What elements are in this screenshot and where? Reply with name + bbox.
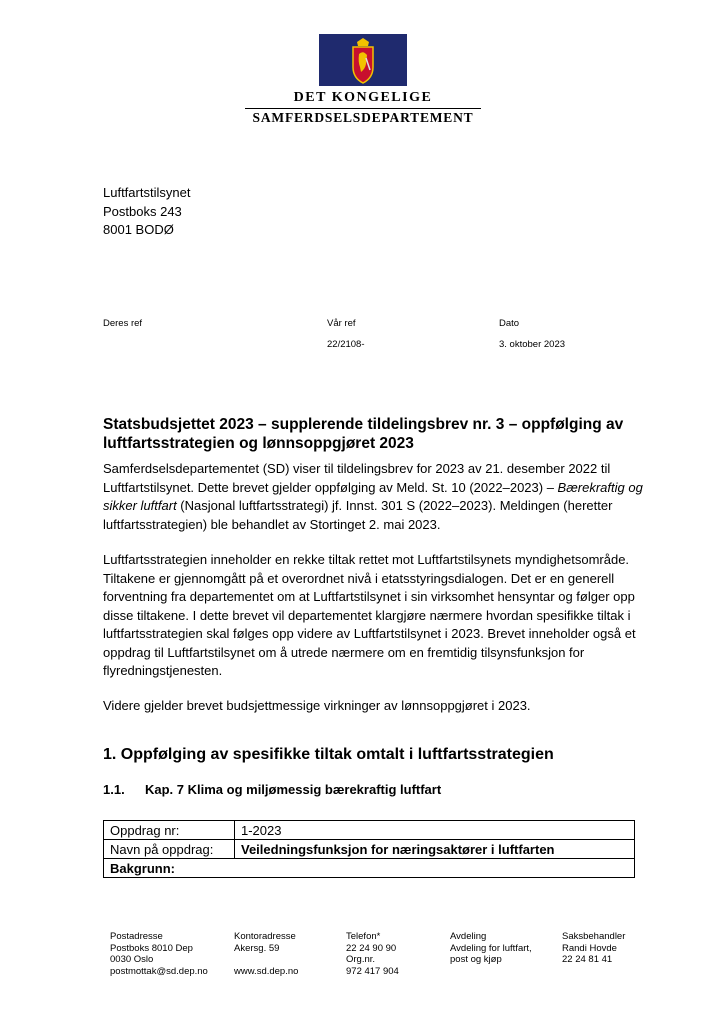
footer-heading: Kontoradresse [234, 931, 296, 942]
section-1-heading: 1. Oppfølging av spesifikke tiltak omtalt i luftfartsstrategien [103, 746, 554, 763]
footer-phone [346, 931, 399, 977]
logo-line-1: DET KONGELIGE [293, 90, 433, 105]
date [499, 318, 565, 350]
footer-heading: Saksbehandler [562, 931, 626, 942]
footer-heading: Postadresse [110, 931, 163, 942]
footer-line: Randi Hovde [562, 942, 617, 954]
footer-website-link[interactable]: www.sd.dep.no [234, 965, 299, 977]
footer-email-link[interactable]: postmottak@sd.dep.no [110, 965, 208, 977]
var-ref-value: 22/2108- [327, 339, 365, 350]
date-value: 3. oktober 2023 [499, 339, 566, 350]
footer-line: post og kjøp [450, 954, 502, 965]
recipient-postbox: Postboks 243 [103, 203, 182, 219]
paragraph-2: Luftfartsstrategien inneholder en rekke tiltak rettet mot Luftfartstilsynets myndighetsområde. Tiltakene er gjennomgått på et overordnet nivå i etatsstyringsdialogen. Det er en generell forventning fra departementet om at Luftfartstilsynet i sin virksomhet hensyntar og følger opp disse tiltakene. I dette brevet vil departementet klargjøre nærmere hvordan spesifikke tiltak i luftfartsstrategien skal følges opp videre av Luftfartstilsynet i 2023. Brevet inneholder også et oppdrag til Luftfartstilsynet om å utrede nærmere om en fremtidig tilsynsfunksjon for flyredningstjenesten. [103, 552, 636, 678]
assignment-number-label: Oppdrag nr: [104, 821, 235, 840]
table-row [104, 859, 635, 878]
footer-case-officer [562, 931, 625, 966]
footer-office-address [234, 931, 298, 977]
deres-ref [103, 318, 142, 329]
ministry-logo [245, 34, 481, 126]
logo-divider [245, 108, 481, 109]
var-ref [327, 318, 365, 350]
coat-of-arms-icon [319, 34, 407, 86]
footer-line: Avdeling for luftfart, [450, 942, 532, 954]
footer-line: 22 24 81 41 [562, 954, 613, 965]
paragraph-1-part-b: (Nasjonal luftfartsstrategi) jf. Innst. 301 S (2022–2023). Meldingen (heretter luftfartsstrategien) ble behandlet av Stortinget 2. mai 2023. [103, 498, 613, 532]
footer-line: 0030 Oslo [110, 954, 154, 965]
date-label: Dato [499, 318, 520, 329]
footer-department [450, 931, 532, 966]
background-label: Bakgrunn: [104, 859, 635, 878]
paragraph-3: Videre gjelder brevet budsjettmessige virkninger av lønnsoppgjøret i 2023. [103, 698, 531, 713]
footer-line: Akersg. 59 [234, 942, 280, 954]
assignment-table [103, 820, 635, 878]
assignment-name-label: Navn på oppdrag: [104, 840, 235, 859]
recipient-address [103, 184, 190, 240]
footer-line: 22 24 90 90 [346, 942, 397, 954]
section-1-1-title: Kap. 7 Klima og miljømessig bærekraftig luftfart [145, 782, 442, 797]
footer-line: Postboks 8010 Dep [110, 942, 193, 954]
table-row [104, 821, 635, 840]
recipient-name: Luftfartstilsynet [103, 185, 191, 200]
footer-heading: Avdeling [450, 931, 487, 942]
var-ref-label: Vår ref [327, 318, 356, 329]
logo-line-2: SAMFERDSELSDEPARTEMENT [252, 110, 474, 125]
paragraph-1-emphasis: Bærekraftig og sikker luftfart [103, 479, 643, 513]
assignment-name-value: Veiledningsfunksjon for næringsaktører i luftfarten [235, 840, 635, 859]
paragraph-1 [103, 460, 655, 534]
assignment-number-value: 1-2023 [235, 821, 635, 840]
deres-ref-label: Deres ref [103, 318, 143, 329]
footer-spacer [234, 954, 298, 966]
paragraph-1-part-a: Samferdselsdepartementet (SD) viser til tildelingsbrev for 2023 av 21. desember 2022 til Luftfartstilsynet. Dette brevet gjelder oppfølging av Meld. St. 10 (2022–2023) – [103, 461, 611, 495]
letter-title: Statsbudsjettet 2023 – supplerende tildelingsbrev nr. 3 – oppfølging av luftfartsstrategien og lønnsoppgjøret 2023 [103, 416, 624, 452]
footer-line: 972 417 904 [346, 965, 399, 977]
table-row [104, 840, 635, 859]
footer-postal-address [110, 931, 208, 977]
recipient-city: 8001 BODØ [103, 222, 174, 237]
footer-heading: Telefon* [346, 931, 381, 942]
section-1-1-number: 1.1. [103, 782, 125, 797]
section-1-1-heading [103, 782, 441, 797]
footer-line: Org.nr. [346, 954, 376, 965]
